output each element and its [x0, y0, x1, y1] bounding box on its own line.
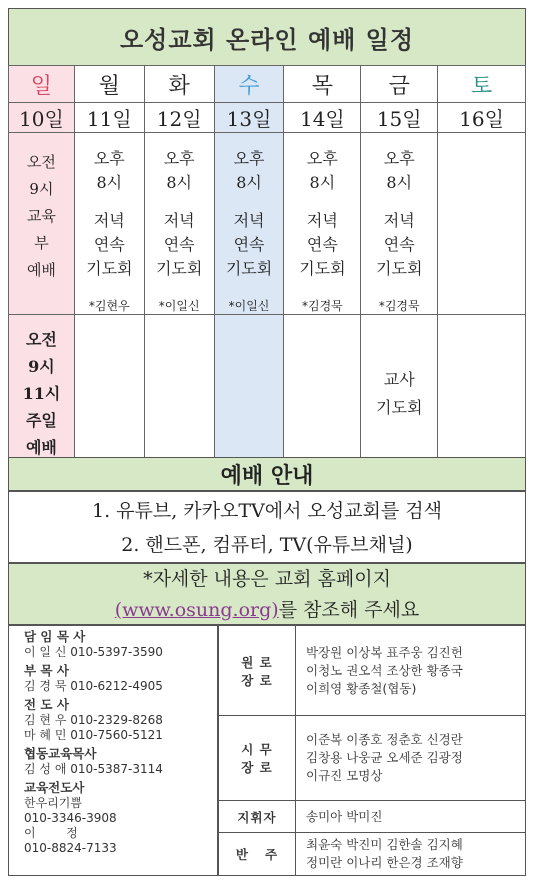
- officer-names-line: 이규진 모명상: [306, 768, 383, 783]
- empty-cell-sat: [438, 133, 526, 315]
- time-label: 오후: [383, 149, 415, 168]
- homepage-info: [8, 563, 526, 625]
- page-title: 오성교회 온라인 예배 일정: [8, 8, 526, 66]
- lords-day-line: 주일: [25, 411, 57, 430]
- empty-cell-thu: [284, 315, 361, 473]
- officer-names-line: 박장원 이상복 표주웅 김진헌: [306, 644, 463, 660]
- date-mon: 11일: [74, 103, 144, 133]
- homepage-link[interactable]: (www.osung.org): [114, 599, 279, 621]
- date-tue: 12일: [144, 103, 214, 133]
- time-value: 8시: [166, 173, 192, 192]
- day-name-fri: 금: [361, 66, 438, 103]
- service-name: 기도회: [376, 259, 423, 278]
- staff-contact: 김 경 묵 010-6212-4905: [24, 679, 163, 693]
- date-thu: 14일: [284, 103, 361, 133]
- time-label: 오후: [306, 149, 338, 168]
- guide-line-2: 2. 핸드폰, 컴퓨터, TV(유튜브채널): [121, 534, 413, 556]
- service-name: 기도회: [225, 259, 273, 278]
- teacher-prayer-fri: [361, 315, 438, 473]
- empty-cell-mon: [74, 315, 144, 473]
- service-name: 기도회: [299, 259, 346, 278]
- empty-cell-wed: [214, 315, 284, 473]
- staff-role: 부 목 사: [24, 663, 69, 678]
- officer-names-line: 김창용 나웅균 오세준 김광정: [306, 750, 463, 765]
- day-name-tue: 화: [144, 66, 214, 103]
- officer-title: 시 무 장 로: [219, 716, 296, 801]
- officers-table: [218, 625, 526, 876]
- evening-prayer-wed: [214, 133, 284, 315]
- time-value: 8시: [236, 173, 262, 192]
- empty-cell-tue: [144, 315, 214, 473]
- service-name: 연속: [93, 235, 125, 254]
- worship-guide-body: [8, 491, 526, 563]
- day-name-wed: 수: [214, 66, 284, 103]
- service-name: 저녁: [383, 211, 415, 230]
- lords-day-line: 오전: [25, 330, 57, 349]
- evening-prayer-mon: [74, 133, 144, 315]
- leader-name: *이일신: [158, 299, 200, 313]
- info-line-1: *자세한 내용은 교회 홈페이지: [143, 568, 391, 590]
- service-name: 연속: [233, 235, 265, 254]
- service-name: 저녁: [306, 211, 338, 230]
- sun-edu-line: 교육: [26, 207, 56, 225]
- time-value: 8시: [96, 173, 123, 192]
- service-name: 저녁: [163, 211, 195, 230]
- officer-title: 원 로 장 로: [219, 626, 296, 716]
- lords-day-line: 예배: [25, 438, 57, 457]
- staff-contact: 한우리기쁨: [24, 796, 82, 810]
- officer-title: 지휘자: [219, 801, 296, 833]
- day-name-thu: 목: [284, 66, 361, 103]
- day-name-sun: 일: [9, 66, 75, 103]
- sun-edu-line: 오전: [26, 153, 56, 171]
- officer-title: 반 주: [219, 833, 296, 876]
- staff-role: 교육전도사: [24, 780, 85, 795]
- lords-day-line: 11시: [22, 384, 61, 403]
- staff-contact: 마 혜 민 010-7560-5121: [24, 728, 163, 742]
- service-name: 기도회: [155, 259, 203, 278]
- lords-day-line: 9시: [28, 357, 55, 376]
- day-name-mon: 월: [74, 66, 144, 103]
- info-line-2: [9, 595, 525, 626]
- lords-day-service: [9, 315, 75, 473]
- officer-names-line: 이희영 황종철(협동): [306, 680, 417, 696]
- guide-line-1: 1. 유튜브, 카카오TV에서 오성교회를 검색: [91, 500, 443, 522]
- staff-role: 담 임 목 사: [24, 629, 86, 644]
- staff-contact: 010-3346-3908: [24, 811, 117, 825]
- teacher-prayer-line: 교사: [383, 369, 415, 389]
- staff-contact: 김 성 애 010-5387-3114: [24, 762, 163, 776]
- staff-contact: 이 정: [24, 826, 78, 840]
- service-name: 기도회: [86, 259, 133, 278]
- staff-contact: 이 일 신 010-5397-3590: [24, 645, 163, 659]
- service-name: 저녁: [93, 211, 125, 230]
- officer-names-line: 정미란 이나리 한은경 조재향: [306, 855, 463, 870]
- time-label: 오후: [163, 149, 195, 168]
- time-value: 8시: [386, 173, 413, 192]
- leader-name: *김현우: [88, 299, 130, 313]
- sunday-education-service: [9, 133, 75, 315]
- date-sun: 10일: [9, 103, 75, 133]
- weekly-schedule-table: [8, 65, 526, 473]
- staff-role: 전 도 사: [24, 697, 69, 712]
- service-name: 저녁: [233, 211, 265, 230]
- officer-names: [296, 716, 526, 801]
- date-fri: 15일: [361, 103, 438, 133]
- worship-guide-heading: 예배 안내: [8, 457, 526, 491]
- day-name-sat: 토: [438, 66, 526, 103]
- staff-contact: 김 현 우 010-2329-8268: [24, 713, 163, 727]
- evening-prayer-fri: [361, 133, 438, 315]
- time-label: 오후: [233, 149, 265, 168]
- evening-prayer-tue: [144, 133, 214, 315]
- service-name: 연속: [163, 235, 195, 254]
- staff-contact: 010-8824-7133: [24, 841, 117, 855]
- officer-names-line: 송미아 박미진: [306, 808, 383, 824]
- service-name: 연속: [306, 235, 338, 254]
- teacher-prayer-line: 기도회: [376, 397, 423, 417]
- sun-edu-line: 예배: [26, 261, 56, 279]
- empty-cell-sat: [438, 315, 526, 473]
- officer-names-line: 이준복 이종호 정춘호 신경란: [306, 732, 463, 747]
- staff-role: 협동교육목사: [24, 746, 97, 761]
- date-sat: 16일: [438, 103, 526, 133]
- leader-name: *김경묵: [378, 299, 420, 313]
- officer-names-line: 이청노 권오석 조상한 황종국: [306, 662, 463, 678]
- officer-names: [296, 833, 526, 876]
- time-value: 8시: [309, 173, 336, 192]
- staff-directory: [8, 625, 218, 876]
- time-label: 오후: [93, 149, 125, 168]
- officer-names: [296, 626, 526, 716]
- sun-edu-line: 9시: [29, 180, 54, 198]
- info-line-2-rest: 를 참조해 주세요: [278, 599, 420, 621]
- officer-names-line: 최윤숙 박진미 김한솔 김지혜: [306, 837, 463, 852]
- service-name: 연속: [383, 235, 415, 254]
- evening-prayer-thu: [284, 133, 361, 315]
- officer-names: [296, 801, 526, 833]
- leader-name: *김경묵: [301, 299, 343, 313]
- sun-edu-line: 부: [34, 234, 49, 252]
- leader-name: *이일신: [228, 299, 270, 313]
- date-wed: 13일: [214, 103, 284, 133]
